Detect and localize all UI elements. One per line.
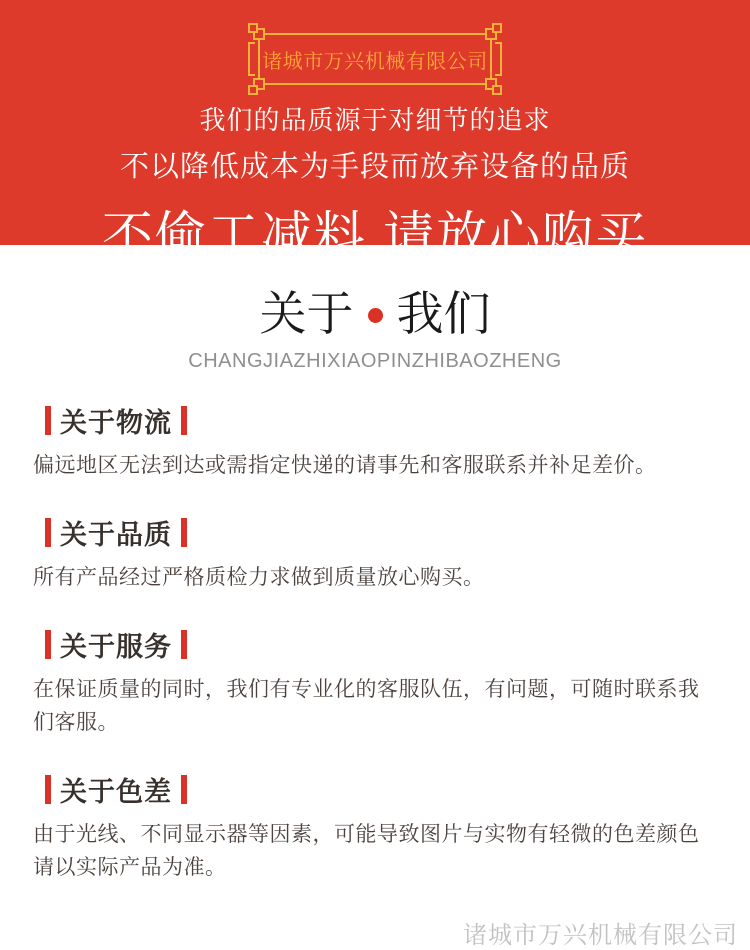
frame-corner-ornament-icon: [253, 78, 265, 90]
section-heading: [45, 625, 715, 664]
heading-bar-left-icon: [45, 406, 51, 435]
section-heading-label: 关于品质: [60, 520, 172, 550]
frame-corner-ornament-icon: [253, 28, 265, 40]
section-heading-label: 关于服务: [60, 632, 172, 662]
banner-slogan-big: 不偷工减料 请放心购买: [101, 207, 649, 264]
about-title-right: 我们: [396, 287, 491, 340]
heading-bar-left-icon: [45, 518, 51, 547]
about-us-title: [0, 277, 750, 344]
section-heading: [45, 513, 715, 552]
info-sections: [0, 373, 750, 884]
heading-bar-right-icon: [181, 775, 187, 804]
section-logistics: [33, 401, 715, 482]
frame-corner-ornament-icon: [485, 28, 497, 40]
banner-slogan-line1: 我们的品质源于对细节的追求: [199, 105, 551, 135]
about-us-subtitle: CHANGJIAZHIXIAOPINZHIBAOZHENG: [188, 350, 562, 372]
left-bracket-icon: [248, 42, 255, 76]
heading-bar-right-icon: [181, 406, 187, 435]
promo-banner: [0, 0, 750, 264]
banner-slogan-line2: 不以降低成本为手段而放弃设备的品质: [119, 151, 630, 183]
section-quality: [33, 513, 715, 594]
red-dot-icon: [368, 308, 383, 323]
heading-bar-left-icon: [45, 630, 51, 659]
frame-corner-ornament-icon: [485, 78, 497, 90]
section-heading: [45, 770, 715, 809]
section-body-text: 由于光线、不同显示器等因素，可能导致图片与实物有轻微的色差颜色请以实际产品为准。: [33, 823, 700, 879]
section-heading-label: 关于物流: [60, 408, 172, 438]
heading-bar-left-icon: [45, 775, 51, 804]
section-body-text: 在保证质量的同时，我们有专业化的客服队伍，有问题，可随时联系我们客服。: [33, 678, 700, 734]
about-title-left: 关于: [259, 287, 354, 340]
right-bracket-icon: [495, 42, 502, 76]
section-body-text: 所有产品经过严格质检力求做到质量放心购买。: [33, 566, 485, 589]
banner-company-name: 诸城市万兴机械有限公司: [262, 50, 488, 73]
section-body-text: 偏远地区无法到达或需指定快递的请事先和客服联系并补足差价。: [33, 454, 657, 477]
section-color-difference: [33, 770, 715, 884]
footer-company-name: 诸城市万兴机械有限公司: [463, 922, 738, 949]
section-heading-label: 关于色差: [60, 777, 172, 807]
section-service: [33, 625, 715, 739]
heading-bar-right-icon: [181, 630, 187, 659]
company-name-frame: [258, 33, 492, 85]
heading-bar-right-icon: [181, 518, 187, 547]
section-heading: [45, 401, 715, 440]
